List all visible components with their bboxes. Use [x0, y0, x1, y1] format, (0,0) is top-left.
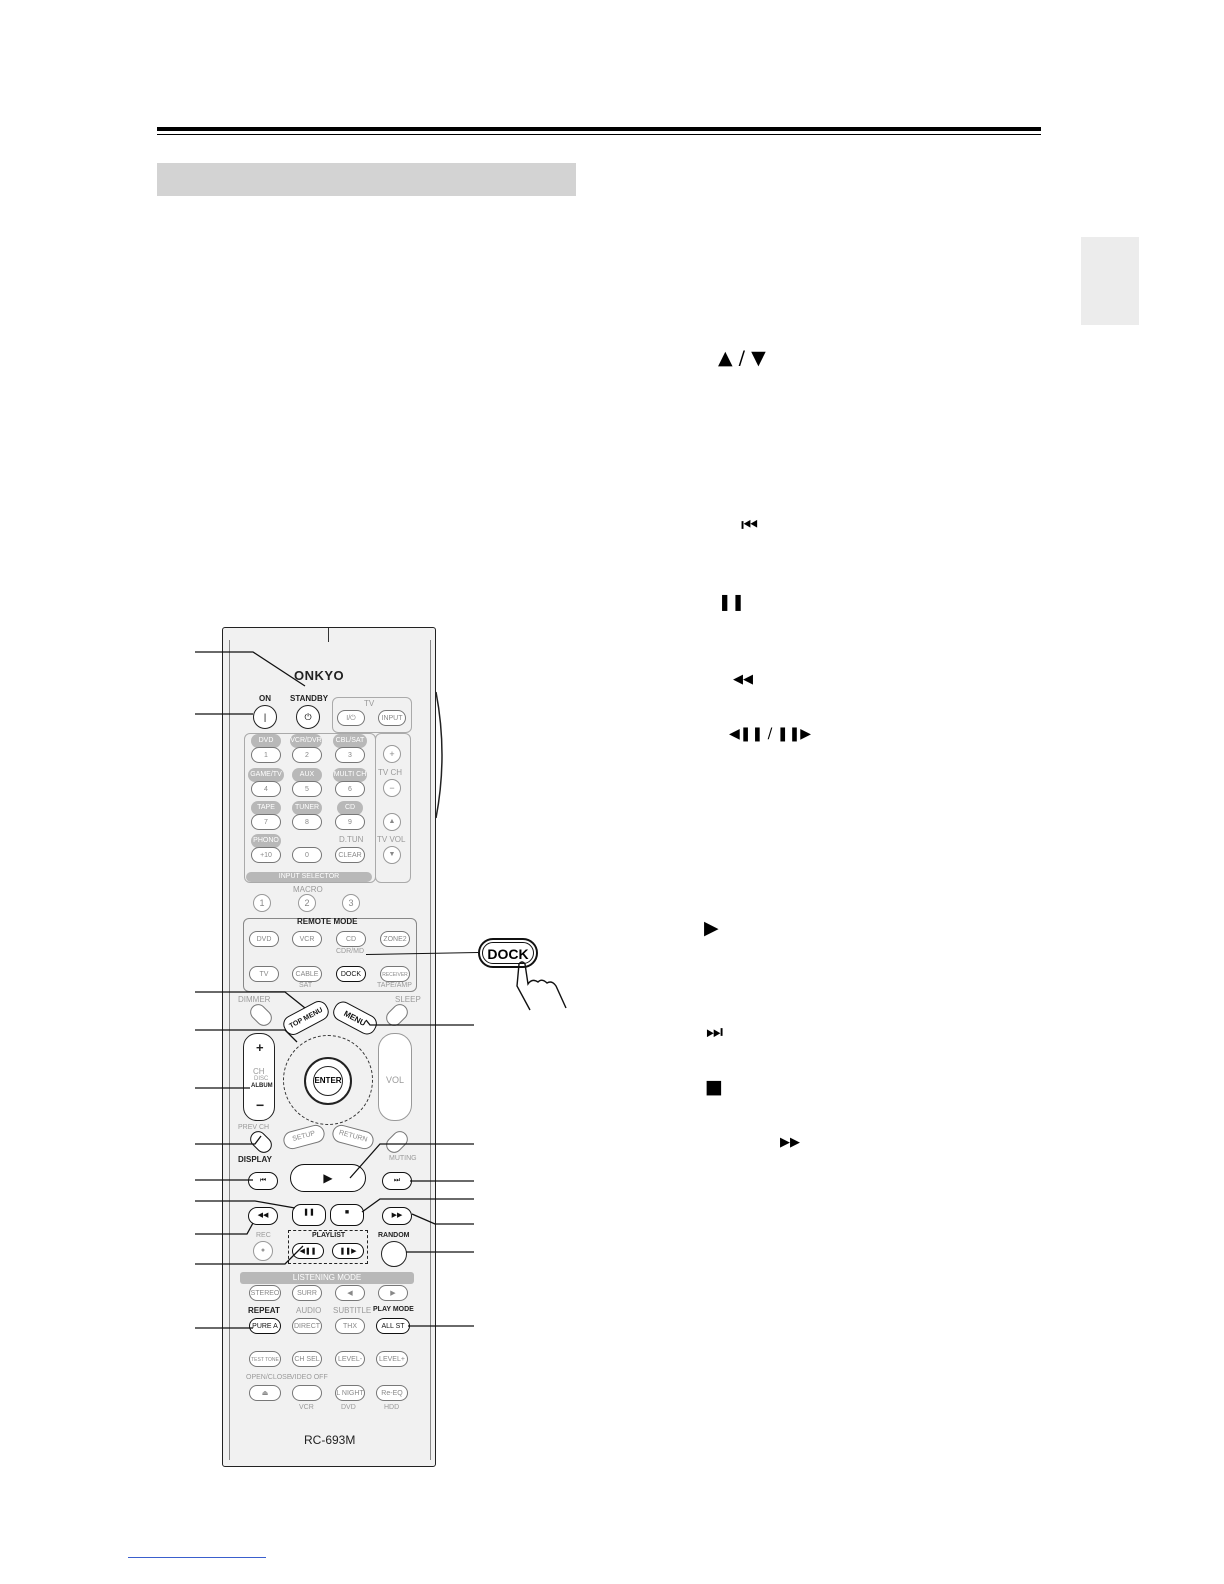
random-label: RANDOM — [378, 1232, 410, 1239]
video-off-label: VIDEO OFF — [290, 1374, 328, 1381]
prev-ch-label: PREV CH — [238, 1124, 270, 1131]
rewind-symbol: ◀◀ — [733, 672, 753, 687]
on-label: ON — [259, 694, 271, 703]
tv-ch-label: TV CH — [378, 768, 402, 777]
brand-logo: ONKYO — [294, 668, 345, 683]
tv-vol-up-button: ▲ — [383, 813, 401, 831]
key-clear: CLEAR — [335, 847, 365, 863]
cdr-md-label: CDR/MD — [336, 948, 364, 955]
key-6: 6 — [335, 781, 365, 797]
macro-3-button: 3 — [342, 894, 360, 912]
tv-input-button: INPUT — [378, 710, 406, 726]
display-label: DISPLAY — [238, 1155, 272, 1164]
subtitle-label: SUBTITLE — [333, 1306, 372, 1315]
ch-minus-icon: − — [256, 1097, 265, 1113]
pressing-hand-icon — [510, 960, 574, 1014]
input-tag-vcr-dvr: VCR/DVR — [290, 734, 322, 748]
header-rule-thin — [157, 134, 1041, 135]
level-minus-button: LEVEL- — [335, 1351, 365, 1367]
album-label: ALBUM — [251, 1083, 273, 1089]
sat-label: SAT — [299, 982, 313, 989]
input-tag-tape: TAPE — [251, 801, 281, 815]
mode-cable-button: CABLE — [292, 966, 322, 982]
up-down-arrow-symbols: ▲ / ▼ — [718, 347, 766, 369]
key-3: 3 — [335, 747, 365, 763]
lm-left-button: ◀ — [335, 1285, 365, 1301]
re-eq-button: Re-EQ — [376, 1385, 408, 1401]
key-0: 0 — [292, 847, 322, 863]
tv-vol-down-button: ▼ — [383, 846, 401, 864]
mode-cd-button: CD — [336, 931, 366, 947]
input-tag-phono: PHONO — [251, 834, 281, 848]
key-7: 7 — [251, 814, 281, 830]
repeat-label: REPEAT — [248, 1306, 280, 1315]
tv-ch-down-button: − — [383, 779, 401, 797]
key-4: 4 — [251, 781, 281, 797]
vol-label: VOL — [386, 1075, 405, 1085]
input-tag-cbl-sat: CBL/SAT — [333, 734, 367, 748]
playlist-label: PLAYLIST — [312, 1232, 346, 1239]
dimmer-label: DIMMER — [238, 995, 271, 1004]
enter-button: ENTER — [313, 1066, 343, 1096]
section-heading-bar — [157, 163, 576, 196]
next-button: ⏭ — [382, 1172, 412, 1190]
playlist-symbols: ◀❚❚ / ❚❚▶ — [729, 726, 812, 742]
all-st-button: ALL ST — [376, 1318, 410, 1334]
sleep-label: SLEEP — [395, 995, 421, 1004]
key-8: 8 — [292, 814, 322, 830]
mode-dvd-button: DVD — [249, 931, 279, 947]
mode-zone2-button: ZONE2 — [380, 931, 410, 947]
setup-button: SETUP — [281, 1123, 326, 1151]
previous-button: ⏮ — [248, 1172, 278, 1190]
key-9: 9 — [335, 814, 365, 830]
macro-label: MACRO — [293, 885, 323, 894]
header-rule-thick — [157, 127, 1041, 131]
rewind-button: ◀◀ — [248, 1207, 278, 1225]
input-tag-dvd: DVD — [251, 734, 281, 748]
tv-power-button: I/⏻ — [337, 710, 365, 726]
pause-button: ❚❚ — [292, 1204, 326, 1226]
stop-button: ■ — [330, 1204, 364, 1226]
standby-button: ⏻ — [296, 705, 320, 729]
on-button: | — [253, 705, 277, 729]
thx-button: THX — [335, 1318, 365, 1334]
tv-label: TV — [364, 699, 375, 708]
top-menu-button: TOP MENU — [280, 998, 332, 1038]
left-leader-lines — [195, 648, 315, 1338]
playlist-left-button: ◀❚❚ — [292, 1243, 324, 1259]
standby-label: STANDBY — [290, 694, 329, 703]
footer-link-underline — [128, 1557, 266, 1558]
macro-1-button: 1 — [253, 894, 271, 912]
open-close-button: ⏏ — [249, 1385, 281, 1401]
key-5: 5 — [292, 781, 322, 797]
tv-vol-label: TV VOL — [377, 835, 406, 844]
pause-symbol: ❚❚ — [718, 592, 745, 611]
ir-window — [328, 628, 329, 642]
key-plus10: +10 — [251, 847, 281, 863]
tv-ch-up-button: + — [383, 745, 401, 763]
mode-vcr-button: VCR — [292, 931, 322, 947]
open-close-label: OPEN/CLOSE — [246, 1374, 292, 1381]
dvd-label: DVD — [341, 1404, 356, 1411]
late-night-button: L NIGHT — [335, 1385, 365, 1401]
model-number: RC-693M — [304, 1433, 356, 1447]
right-leader-lines — [340, 1010, 475, 1340]
chapter-side-tab — [1081, 237, 1139, 325]
disc-label: DISC — [254, 1076, 269, 1082]
input-tag-aux: AUX — [292, 768, 322, 782]
listening-mode-label: LISTENING MODE — [240, 1272, 414, 1284]
previous-track-symbol: ⏮ — [741, 514, 759, 536]
rec-label: REC — [256, 1232, 271, 1239]
return-button: RETURN — [330, 1123, 375, 1151]
input-tag-multi-ch: MULTI CH — [333, 768, 367, 782]
next-track-symbol: ⏭ — [706, 1021, 724, 1043]
video-off-button — [292, 1385, 322, 1401]
remote-side-curve — [434, 690, 448, 820]
input-tag-tuner: TUNER — [292, 801, 322, 815]
fast-forward-button: ▶▶ — [382, 1207, 412, 1225]
muting-label: MUTING — [389, 1155, 417, 1162]
surr-button: SURR — [292, 1285, 322, 1301]
direct-button: DIRECT — [292, 1318, 322, 1334]
vcr-label: VCR — [299, 1404, 314, 1411]
key-2: 2 — [292, 747, 322, 763]
rec-button: ● — [253, 1241, 273, 1261]
playlist-right-button: ❚❚▶ — [332, 1243, 364, 1259]
key-1: 1 — [251, 747, 281, 763]
play-symbol: ▶ — [704, 917, 719, 939]
mode-tv-button: TV — [249, 966, 279, 982]
play-button: ▶ — [290, 1164, 366, 1192]
fast-forward-symbol: ▶▶ — [780, 1135, 800, 1150]
pure-a-button: PURE A — [249, 1318, 281, 1334]
hdd-label: HDD — [384, 1404, 400, 1411]
input-tag-cd: CD — [337, 801, 363, 815]
stop-symbol: ■ — [705, 1076, 723, 1098]
ch-sel-button: CH SEL — [292, 1351, 322, 1367]
dtun-label: D.TUN — [339, 835, 364, 844]
dock-callout-label: DOCK — [482, 942, 534, 964]
macro-2-button: 2 — [298, 894, 316, 912]
level-plus-button: LEVEL+ — [376, 1351, 408, 1367]
ch-label: CH — [253, 1067, 265, 1076]
audio-label: AUDIO — [296, 1306, 322, 1315]
ch-plus-icon: + — [256, 1040, 264, 1055]
tape-amp-label: TAPE/AMP — [377, 982, 412, 989]
mode-receiver-button: RECEIVER — [380, 966, 410, 982]
menu-button: MENU — [330, 998, 380, 1037]
input-selector-label: INPUT SELECTOR — [246, 872, 372, 882]
stereo-button: STEREO — [249, 1285, 281, 1301]
mode-dock-button: DOCK — [336, 966, 366, 982]
remote-mode-label: REMOTE MODE — [297, 917, 358, 926]
play-mode-label: PLAY MODE — [373, 1306, 414, 1313]
lm-right-button: ▶ — [378, 1285, 408, 1301]
test-tone-button: TEST TONE — [249, 1351, 281, 1367]
input-tag-game-tv: GAME/TV — [248, 768, 284, 782]
